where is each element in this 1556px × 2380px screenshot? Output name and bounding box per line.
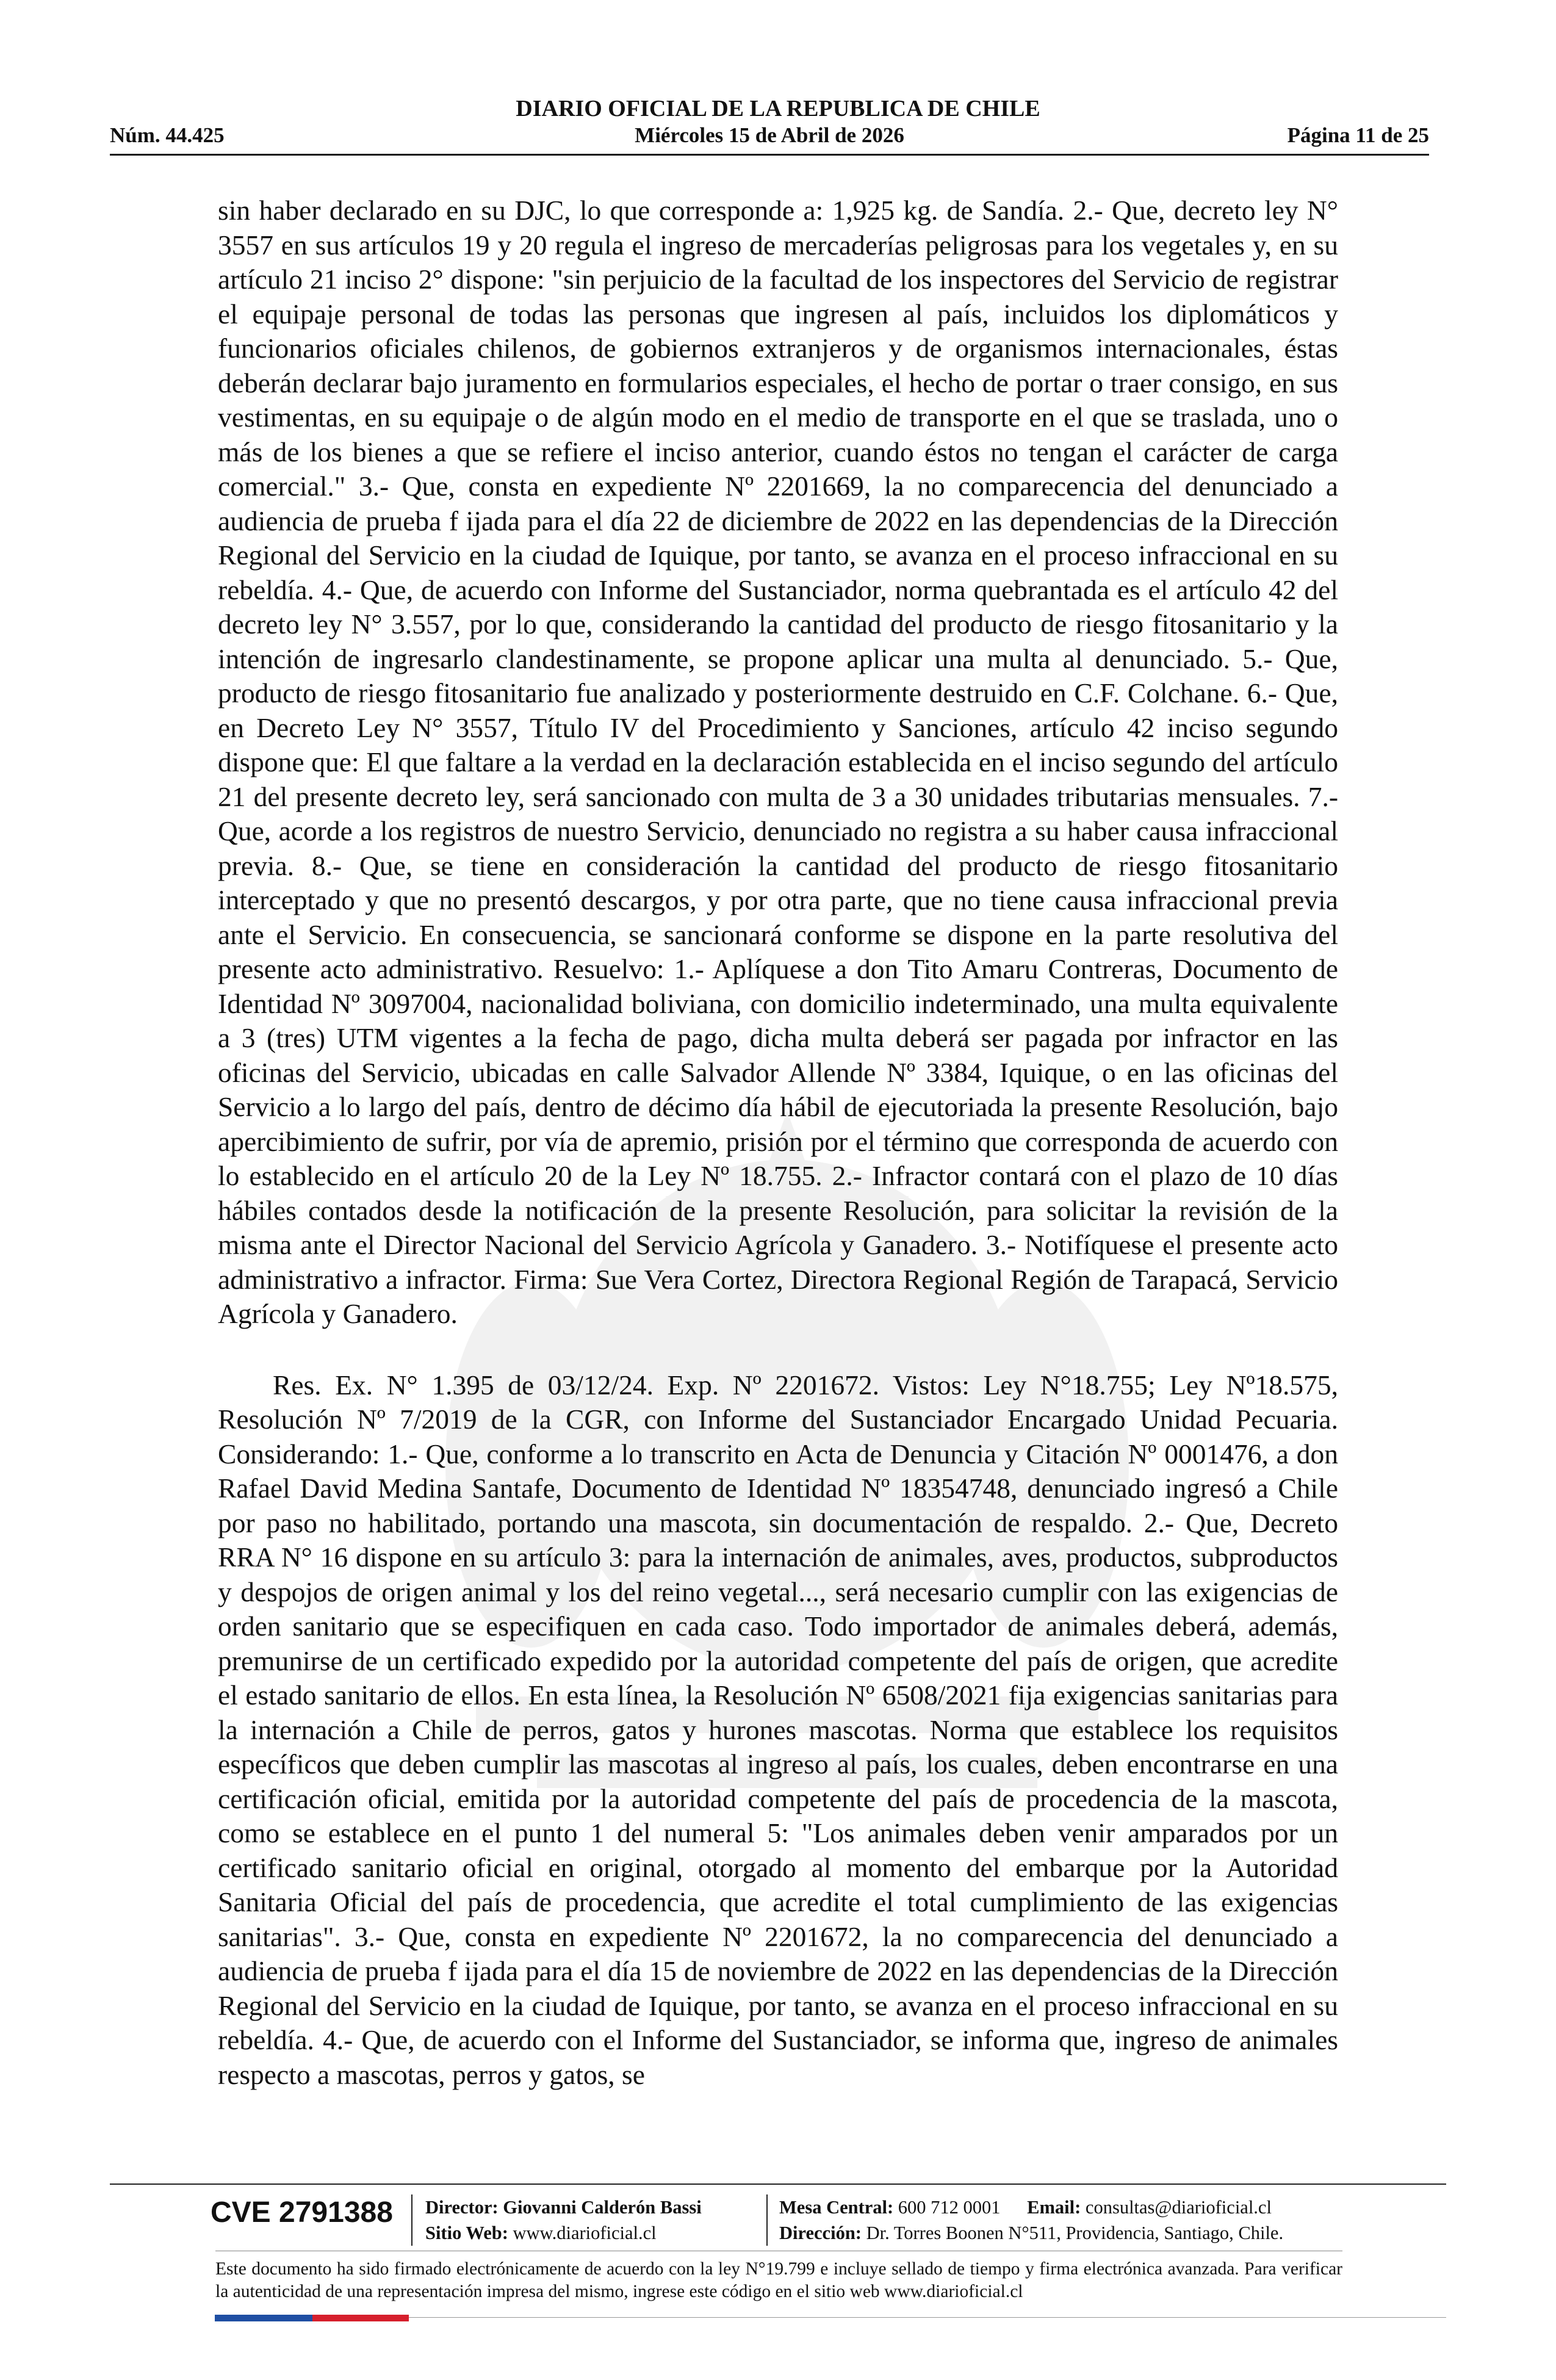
header-divider: [110, 154, 1429, 156]
flag-color-bar: [215, 2315, 409, 2321]
flag-bar-blue: [215, 2315, 312, 2321]
website-label: Sitio Web:: [425, 2223, 508, 2243]
flag-bar-red: [312, 2315, 409, 2321]
legal-note: Este documento ha sido firmado electrónicamente de acuerdo con la ley N°19.799 e incluye sellado de tiempo y firma electrónica avanzada. Para verificar la autenticidad de una representación impresa del mismo, ingrese este código en el sitio web www.diarioficial.cl: [215, 2259, 1342, 2301]
page-indicator: Página 11 de 25: [1287, 123, 1429, 147]
document-body: [218, 193, 1338, 2092]
footer-director-block: [425, 2194, 702, 2246]
issue-number: Núm. 44.425: [110, 123, 225, 147]
footer-separator: [411, 2194, 412, 2246]
director-label: Director:: [425, 2197, 499, 2218]
header-row: [110, 122, 1429, 149]
body-paragraph-1: sin haber declarado en su DJC, lo que corresponde a: 1,925 kg. de Sandía. 2.- Que, decreto ley N° 3557 en sus artículos 19 y 20 regula el ingreso de mercaderías peligrosas para los vegetales y, en su artículo 21 inciso 2° dispone: "sin perjuicio de la facultad de los inspectores del Servicio de registrar el equipaje personal de todas las personas que ingresen al país, incluidos los diplomáticos y funcionarios oficiales chilenos, de gobiernos extranjeros y de organismos internacionales, éstas deberán declarar bajo juramento en formularios especiales, el hecho de portar o traer consigo, en sus vestimentas, en su equipaje o de algún modo en el medio de transporte en el que se traslada, uno o más de los bienes a que se refiere el inciso anterior, cuando éstos no tengan el carácter de carga comercial." 3.- Que, consta en expediente Nº 2201669, la no comparecencia del denunciado a audiencia de prueba f ijada para el día 22 de diciembre de 2022 en las dependencias de la Dirección Regional del Servicio en la ciudad de Iquique, por tanto, se avanza en el proceso infraccional en su rebeldía. 4.- Que, de acuerdo con Informe del Sustanciador, norma quebrantada es el artículo 42 del decreto ley N° 3.557, por lo que, considerando la cantidad del producto de riesgo fitosanitario y la intención de ingresarlo clandestinamente, se propone aplicar una multa al denunciado. 5.- Que, producto de riesgo fitosanitario fue analizado y posteriormente destruido en C.F. Colchane. 6.- Que, en Decreto Ley N° 3557, Título IV del Procedimiento y Sanciones, artículo 42 inciso segundo dispone que: El que faltare a la verdad en la declaración establecida en el inciso segundo del artículo 21 del presente decreto ley, será sancionado con multa de 3 a 30 unidades tributarias mensuales. 7.- Que, acorde a los registros de nuestro Servicio, denunciado no registra a su haber causa infraccional previa. 8.- Que, se tiene en consideración la cantidad del producto de riesgo fitosanitario interceptado y que no presentó descargos, y por otra parte, que no tiene causa infraccional previa ante el Servicio. En consecuencia, se sancionará conforme se dispone en la parte resolutiva del presente acto administrativo. Resuelvo: 1.- Aplíquese a don Tito Amaru Contreras, Documento de Identidad Nº 3097004, nacionalidad boliviana, con domicilio indeterminado, una multa equivalente a 3 (tres) UTM vigentes a la fecha de pago, dicha multa deberá ser pagada por infractor en las oficinas del Servicio, ubicadas en calle Salvador Allende Nº 3384, Iquique, o en las oficinas del Servicio a lo largo del país, dentro de décimo día hábil de ejecutoriada la presente Resolución, bajo apercibimiento de sufrir, por vía de apremio, prisión por el término que corresponda de acuerdo con lo establecido en el artículo 20 de la Ley Nº 18.755. 2.- Infractor contará con el plazo de 10 días hábiles contados desde la notificación de la presente Resolución, para solicitar la revisión de la misma ante el Director Nacional del Servicio Agrícola y Ganadero. 3.- Notifíquese el presente acto administrativo a infractor. Firma: Sue Vera Cortez, Directora Regional Región de Tarapacá, Servicio Agrícola y Ganadero.: [218, 195, 1338, 1329]
mesa-phone: 600 712 0001: [898, 2197, 1001, 2218]
footer-separator: [766, 2194, 768, 2246]
footer-divider-top: [110, 2183, 1446, 2185]
email-label: Email:: [1027, 2197, 1081, 2218]
footer-contact-block: [779, 2194, 1283, 2246]
cve-code: CVE 2791388: [211, 2196, 393, 2229]
publication-title: DIARIO OFICIAL DE LA REPUBLICA DE CHILE: [516, 96, 1040, 121]
email-link[interactable]: consultas@diarioficial.cl: [1085, 2197, 1272, 2218]
address-label: Dirección:: [779, 2223, 862, 2243]
issue-date: Miércoles 15 de Abril de 2026: [635, 123, 904, 147]
website-link[interactable]: www.diarioficial.cl: [513, 2223, 657, 2243]
director-name: Giovanni Calderón Bassi: [503, 2197, 702, 2218]
address-text: Dr. Torres Boonen N°511, Providencia, Santiago, Chile.: [866, 2223, 1284, 2243]
mesa-label: Mesa Central:: [779, 2197, 894, 2218]
body-paragraph-2: Res. Ex. N° 1.395 de 03/12/24. Exp. Nº 2201672. Vistos: Ley N°18.755; Ley Nº18.575, Resolución Nº 7/2019 de la CGR, con Informe del Sustanciador Encargado Unidad Pecuaria. Considerando: 1.- Que, conforme a lo transcrito en Acta de Denuncia y Citación Nº 0001476, a don Rafael David Medina Santafe, Documento de Identidad Nº 18354748, denunciado ingresó a Chile por paso no habilitado, portando una mascota, sin documentación de respaldo. 2.- Que, Decreto RRA N° 16 dispone en su artículo 3: para la internación de animales, aves, productos, subproductos y despojos de origen animal y los del reino vegetal..., será necesario cumplir con las exigencias de orden sanitario que se especifiquen en cada caso. Todo importador de animales deberá, además, premunirse de un certificado expedido por la autoridad competente del país de origen, que acredite el estado sanitario de ellos. En esta línea, la Resolución Nº 6508/2021 fija exigencias sanitarias para la internación a Chile de perros, gatos y hurones mascotas. Norma que establece los requisitos específicos que deben cumplir las mascotas al ingreso al país, los cuales, deben encontrarse en una certificación oficial, emitida por la autoridad competente del país de procedencia de la mascota, como se establece en el punto 1 del numeral 5: "Los animales deben venir amparados por un certificado sanitario oficial en original, otorgado al momento del embarque por la Autoridad Sanitaria Oficial del país de procedencia, que acredite el total cumplimiento de las exigencias sanitarias". 3.- Que, consta en expediente Nº 2201672, la no comparecencia del denunciado a audiencia de prueba f ijada para el día 15 de noviembre de 2022 en las dependencias de la Dirección Regional del Servicio en la ciudad de Iquique, por tanto, se avanza en el proceso infraccional en su rebeldía. 4.- Que, de acuerdo con el Informe del Sustanciador, se informa que, ingreso de animales respecto a mascotas, perros y gatos, se: [218, 1369, 1338, 2090]
footer-divider-bottom: [409, 2317, 1446, 2318]
